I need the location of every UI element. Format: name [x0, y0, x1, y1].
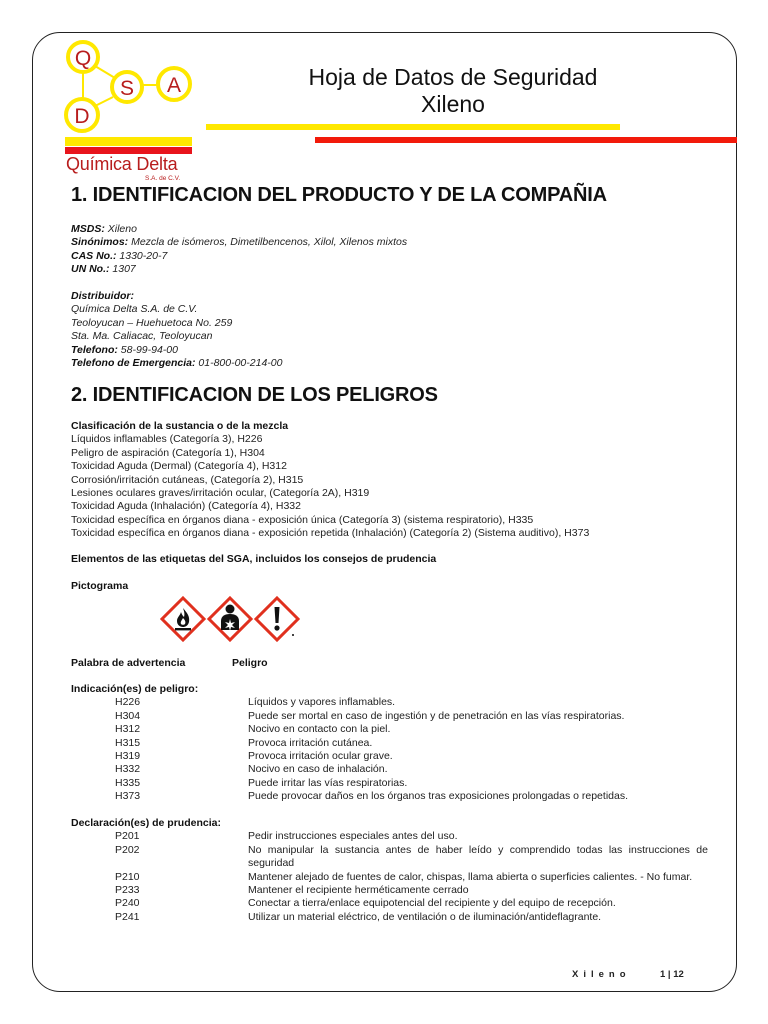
un-field: UN No.: 1307 — [71, 263, 136, 276]
flame-icon — [160, 596, 206, 642]
pictogram-title: Pictograma — [71, 580, 129, 592]
hazard-statements-title: Indicación(es) de peligro: — [71, 683, 199, 695]
pictogram-row — [160, 596, 300, 642]
stray-dot — [292, 634, 294, 636]
distributor-line: Teoloyucan – Huehuetoca No. 259 — [71, 316, 233, 329]
hazard-row: H319 Provoca irritación ocular grave. — [115, 750, 393, 763]
classification-item: Peligro de aspiración (Categoría 1), H304 — [71, 446, 265, 459]
qdsa-molecule-icon — [0, 0, 200, 140]
classification-item: Corrosión/irritación cutáneas, (Categoría 2), H315 — [71, 473, 304, 486]
document-title — [260, 64, 646, 118]
precautionary-statements — [71, 817, 708, 924]
section-1-heading: 1. IDENTIFICACION DEL PRODUCTO Y DE LA COMPAÑIA — [71, 184, 607, 206]
product-identification — [71, 223, 407, 277]
classification-item: Toxicidad Aguda (Inhalación) (Categoría 4), H332 — [71, 500, 301, 513]
emergency-phone-field: Telefono de Emergencia: 01-800-00-214-00 — [71, 357, 283, 370]
hazard-row: H373 Puede provocar daños en los órganos tras exposiciones prolongadas o repetidas. — [115, 790, 628, 803]
footer-product-name: Xileno — [572, 969, 631, 980]
classification-item: Toxicidad Aguda (Dermal) (Categoría 4), H312 — [71, 460, 287, 473]
section-2-heading: 2. IDENTIFICACION DE LOS PELIGROS — [71, 384, 438, 406]
logo-red-bar — [65, 147, 192, 154]
logo-yellow-bar — [65, 137, 192, 146]
label-elements-title: Elementos de las etiquetas del SGA, incluidos los consejos de prudencia — [71, 553, 437, 565]
svg-text:A: A — [166, 74, 182, 97]
msds-field: MSDS: Xileno — [71, 223, 137, 235]
hazard-row: H304 Puede ser mortal en caso de ingestión y de penetración en las vías respiratorias. — [115, 709, 625, 722]
precaution-row: P241 Utilizar un material eléctrico, de ventilación o de iluminación/antideflagrante. — [115, 910, 602, 923]
distributor-label: Distribuidor: — [71, 290, 134, 302]
svg-text:S: S — [119, 77, 135, 100]
classification-block — [71, 420, 589, 541]
signal-word-label: Palabra de advertencia — [71, 657, 186, 669]
classification-item: Líquidos inflamables (Categoría 3), H226 — [71, 433, 263, 446]
precaution-row: P210 Mantener alejado de fuentes de calor, chispas, llama abierta o superficies calientes. - No fumar. — [115, 870, 693, 883]
precaution-row: P233 Mantener el recipiente herméticamente cerrado — [115, 884, 469, 897]
phone-field: Telefono: 58-99-94-00 — [71, 343, 178, 356]
page-number: 1 | 12 — [660, 969, 684, 980]
classification-item: Toxicidad específica en órganos diana - exposición repetida (Inhalación) (Categoría 2) (Sistema auditivo), H373 — [71, 527, 590, 540]
distributor-line: Sta. Ma. Caliacac, Teoloyucan — [71, 330, 213, 343]
synonyms-field: Sinónimos: Mezcla de isómeros, Dimetilbencenos, Xilol, Xilenos mixtos — [71, 236, 408, 249]
header-yellow-bar — [206, 124, 620, 130]
hazard-row: H312 Nocivo en contacto con la piel. — [115, 723, 391, 736]
classification-item: Toxicidad específica en órganos diana - exposición única (Categoría 3) (sistema respiratorio), H335 — [71, 513, 534, 526]
precaution-row: P240 Conectar a tierra/enlace equipotencial del recipiente y del equipo de recepción. — [115, 897, 616, 910]
health-hazard-icon — [207, 596, 253, 642]
title-line-1: Hoja de Datos de Seguridad — [308, 64, 598, 90]
hazard-statements — [71, 683, 708, 804]
classification-title: Clasificación de la sustancia o de la mezcla — [71, 420, 289, 432]
precaution-row: P201 Pedir instrucciones especiales antes del uso. — [115, 830, 458, 843]
hazard-row: H332 Nocivo en caso de inhalación. — [115, 763, 388, 776]
cas-field: CAS No.: 1330-20-7 — [71, 249, 168, 262]
hazard-row: H335 Puede irritar las vías respiratorias. — [115, 776, 408, 789]
header-red-bar — [315, 137, 737, 143]
hazard-row: H315 Provoca irritación cutánea. — [115, 736, 373, 749]
distributor-block — [71, 290, 282, 370]
svg-text:Q: Q — [74, 47, 92, 70]
precautionary-statements-title: Declaración(es) de prudencia: — [71, 817, 221, 829]
distributor-line: Química Delta S.A. de C.V. — [71, 303, 198, 316]
svg-text:D: D — [74, 105, 90, 128]
precaution-row: P202 No manipular la sustancia antes de haber leído y comprendido todas las instrucciones de seguridad — [115, 843, 708, 870]
title-line-2: Xileno — [421, 91, 485, 117]
classification-item: Lesiones oculares graves/irritación ocular, (Categoría 2A), H319 — [71, 487, 370, 500]
hazard-row: H226 Líquidos y vapores inflamables. — [115, 696, 396, 709]
company-name: Química Delta — [66, 154, 178, 174]
signal-word: Peligro — [232, 657, 268, 669]
company-suffix: S.A. de C.V. — [145, 175, 181, 182]
